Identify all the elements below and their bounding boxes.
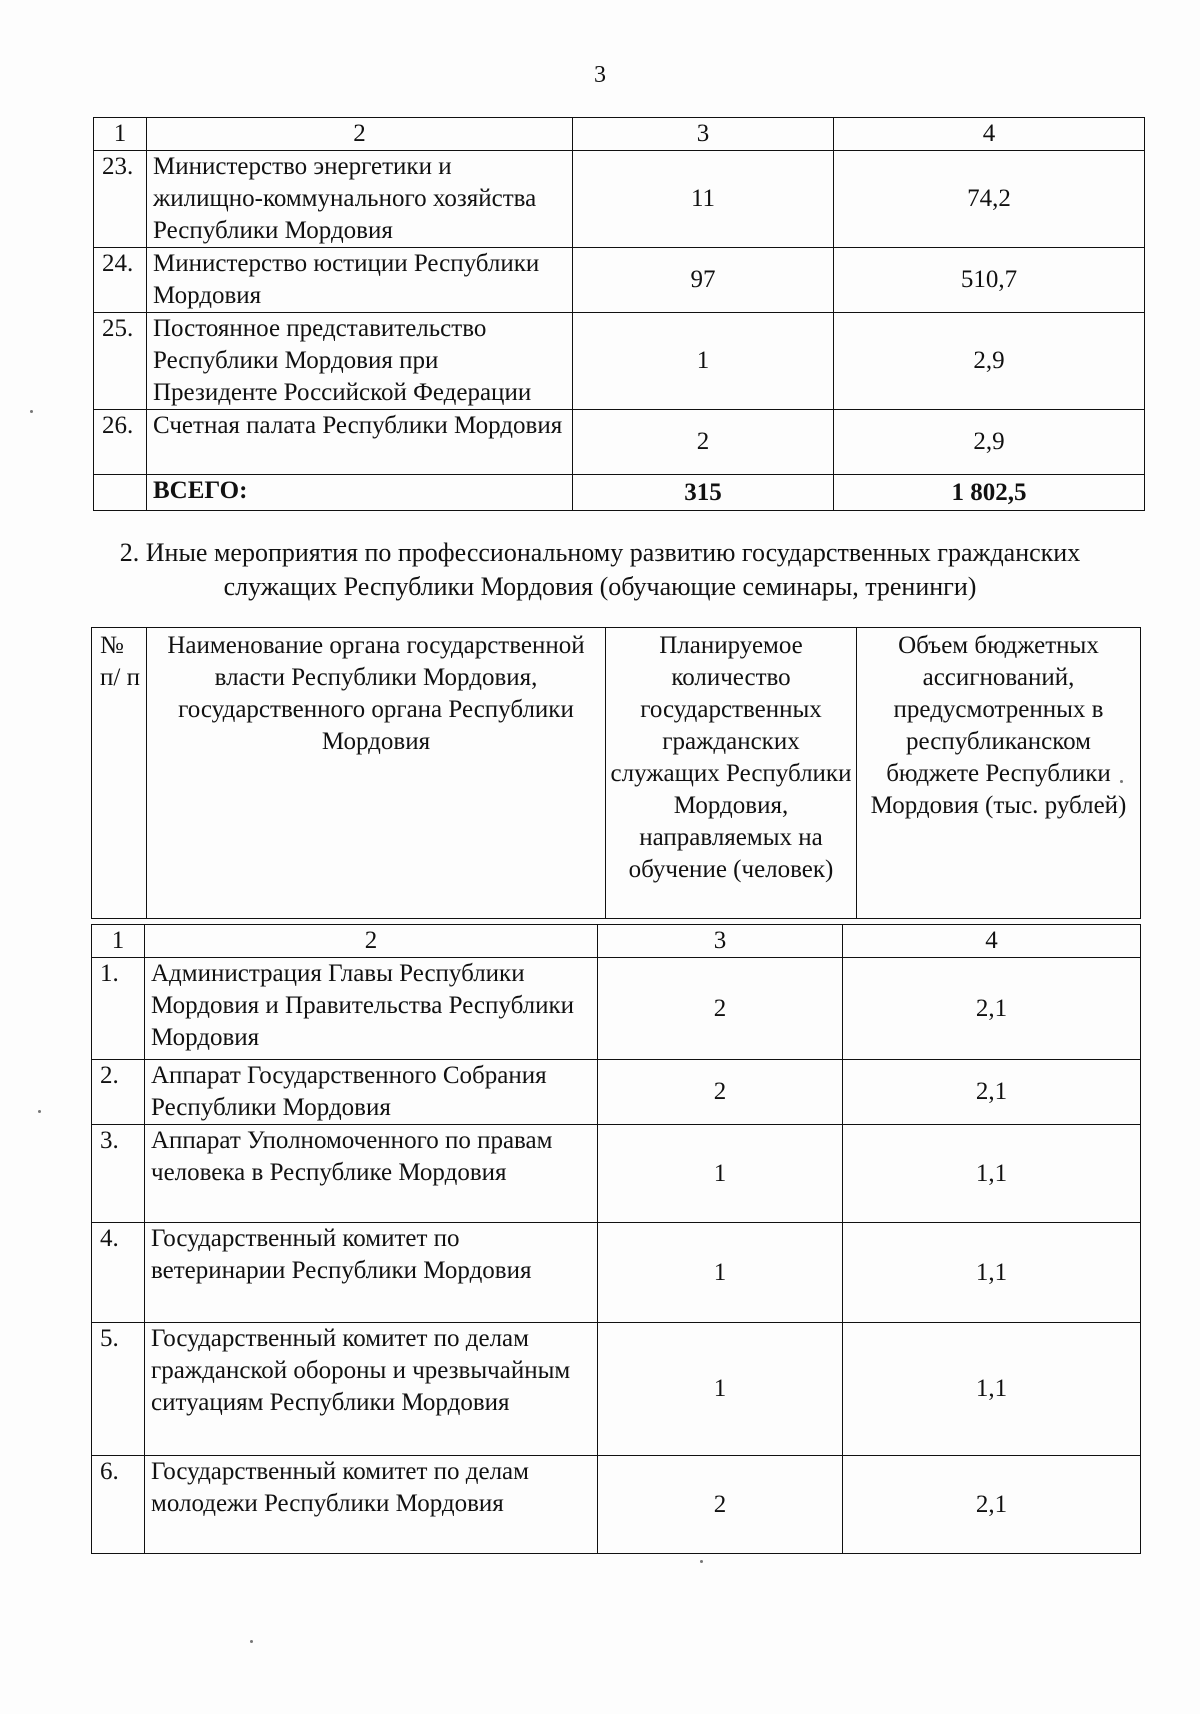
table-row bbox=[94, 151, 1145, 248]
agency-name: Счетная палата Республики Мордовия bbox=[147, 410, 573, 475]
seminars-table bbox=[91, 924, 1141, 1554]
table-row bbox=[94, 248, 1145, 313]
col-number: 2 bbox=[145, 925, 598, 958]
budget-amount: 2,1 bbox=[843, 1060, 1141, 1125]
row-number: 26. bbox=[94, 410, 147, 475]
agency-name: Министерство юстиции Республики Мордовия bbox=[147, 248, 573, 313]
table-row bbox=[92, 1323, 1141, 1456]
header-agency: Наименование органа государственной власти Республики Мордовия, государственного органа Республики Мордовия bbox=[147, 628, 606, 919]
total-amount: 1 802,5 bbox=[834, 475, 1145, 511]
row-number: 23. bbox=[94, 151, 147, 248]
col-number: 4 bbox=[834, 118, 1145, 151]
people-count: 1 bbox=[598, 1125, 843, 1223]
column-number-row bbox=[92, 925, 1141, 958]
row-number: 5. bbox=[92, 1323, 145, 1456]
header-budget: Объем бюджетных ассигнований, предусмотренных в республиканском бюджете Республики Мордовия (тыс. рублей) bbox=[857, 628, 1141, 919]
budget-amount: 2,1 bbox=[843, 1456, 1141, 1554]
scan-speck bbox=[700, 1560, 703, 1563]
table-row bbox=[94, 313, 1145, 410]
table-row bbox=[92, 958, 1141, 1060]
budget-amount: 74,2 bbox=[834, 151, 1145, 248]
total-people: 315 bbox=[573, 475, 834, 511]
people-count: 2 bbox=[573, 410, 834, 475]
row-number: 6. bbox=[92, 1456, 145, 1554]
agency-name: Постоянное представительство Республики Мордовия при Президенте Российской Федерации bbox=[147, 313, 573, 410]
col-number: 3 bbox=[598, 925, 843, 958]
table-row bbox=[94, 410, 1145, 475]
row-number: 4. bbox=[92, 1223, 145, 1323]
agency-name: Администрация Главы Республики Мордовия и Правительства Республики Мордовия bbox=[145, 958, 598, 1060]
row-number: 1. bbox=[92, 958, 145, 1060]
col-number: 4 bbox=[843, 925, 1141, 958]
scan-speck bbox=[38, 1110, 41, 1113]
scan-speck bbox=[1120, 780, 1123, 783]
agency-name: Государственный комитет по ветеринарии Республики Мордовия bbox=[145, 1223, 598, 1323]
people-count: 2 bbox=[598, 1060, 843, 1125]
budget-amount: 1,1 bbox=[843, 1125, 1141, 1223]
agency-name: Государственный комитет по делам гражданской обороны и чрезвычайным ситуациям Республики Мордовия bbox=[145, 1323, 598, 1456]
column-number-row bbox=[94, 118, 1145, 151]
row-number: 25. bbox=[94, 313, 147, 410]
col-number: 1 bbox=[94, 118, 147, 151]
people-count: 97 bbox=[573, 248, 834, 313]
section-title: 2. Иные мероприятия по профессиональному развитию государственных гражданских служащих Республики Мордовия (обучающие семинары, тренинги) bbox=[119, 538, 1081, 601]
people-count: 1 bbox=[598, 1323, 843, 1456]
page-number: 3 bbox=[594, 62, 606, 88]
budget-amount: 1,1 bbox=[843, 1223, 1141, 1323]
people-count: 2 bbox=[598, 958, 843, 1060]
col-number: 1 bbox=[92, 925, 145, 958]
header-row bbox=[92, 628, 1141, 919]
agency-name: Государственный комитет по делам молодежи Республики Мордовия bbox=[145, 1456, 598, 1554]
budget-amount: 2,1 bbox=[843, 958, 1141, 1060]
agency-name: Аппарат Уполномоченного по правам человека в Республике Мордовия bbox=[145, 1125, 598, 1223]
budget-amount: 2,9 bbox=[834, 313, 1145, 410]
budget-amount: 510,7 bbox=[834, 248, 1145, 313]
table-row bbox=[92, 1125, 1141, 1223]
people-count: 2 bbox=[598, 1456, 843, 1554]
table-row bbox=[92, 1060, 1141, 1125]
seminars-table-header bbox=[91, 627, 1141, 919]
agency-name: Аппарат Государственного Собрания Республики Мордовия bbox=[145, 1060, 598, 1125]
row-number: 24. bbox=[94, 248, 147, 313]
scan-speck bbox=[250, 1640, 253, 1643]
budget-table-continued bbox=[93, 117, 1145, 511]
total-row bbox=[94, 475, 1145, 511]
budget-amount: 1,1 bbox=[843, 1323, 1141, 1456]
table-row bbox=[92, 1456, 1141, 1554]
header-people: Планируемое количество государственных гражданских служащих Республики Мордовия, направляемых на обучение (человек) bbox=[606, 628, 857, 919]
scan-speck bbox=[30, 410, 33, 413]
budget-amount: 2,9 bbox=[834, 410, 1145, 475]
people-count: 1 bbox=[598, 1223, 843, 1323]
agency-name: Министерство энергетики и жилищно-коммунального хозяйства Республики Мордовия bbox=[147, 151, 573, 248]
row-number: 3. bbox=[92, 1125, 145, 1223]
people-count: 1 bbox=[573, 313, 834, 410]
col-number: 2 bbox=[147, 118, 573, 151]
total-label: ВСЕГО: bbox=[147, 475, 573, 511]
row-number: 2. bbox=[92, 1060, 145, 1125]
col-number: 3 bbox=[573, 118, 834, 151]
people-count: 11 bbox=[573, 151, 834, 248]
total-blank bbox=[94, 475, 147, 511]
header-number: № п/ п bbox=[92, 628, 147, 919]
table-row bbox=[92, 1223, 1141, 1323]
